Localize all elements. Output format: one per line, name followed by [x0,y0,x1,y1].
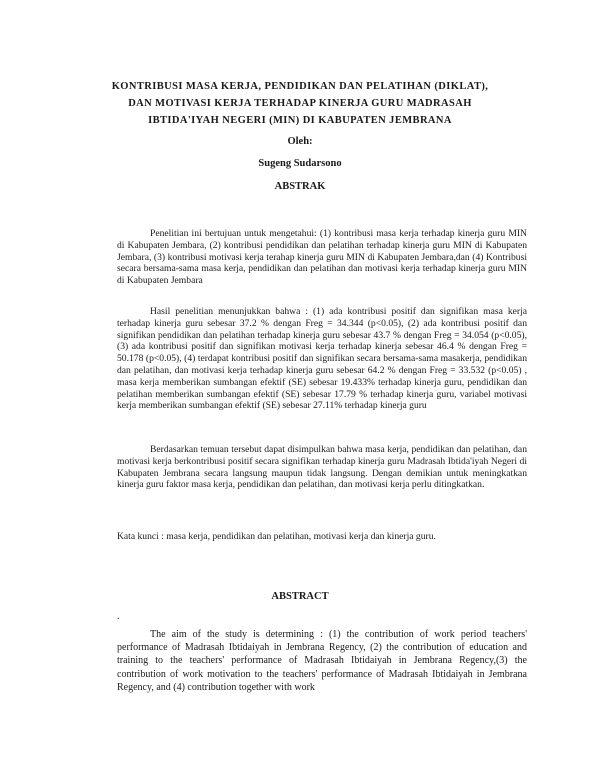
keywords: Kata kunci : masa kerja, pendidikan dan pelatihan, motivasi kerja dan kinerja guru. [117,531,436,542]
paper-title [90,78,510,129]
abstrak-paragraph-1 [117,228,527,287]
abstrak-paragraph-3 [117,444,527,491]
abstrak-paragraph-2 [117,306,527,412]
paragraph-text: The aim of the study is determining : (1) the contribution of work period teachers' performance of Madrasah Ibtidaiyah in Jembrana Regency, (2) the contribution of education and training to the teachers' performance of Madrasah Ibtidaiyah in Jembrana Regency,(3) the contribution of work motivation to the teachers' performance of Madrasah Ibtidaiyah in Jembrana Regency, and (4) contribution together with work [117,629,527,693]
paragraph-text: Hasil penelitian menunjukkan bahwa : (1) ada kontribusi positif dan signifikan masa kerja terhadap kinerja guru sebesar 37.2 % dengan Freg = 34.344 (p<0.05), (2) ada kontribusi positif dan signifikan pendidikan dan pelatihan terhadap kinerja guru sebesar 43.7 % dengan Freg = 34.054 (p<0.05), (3) ada kontribusi positif dan signifikan motivasi kerja terhadap kinerja sebesar 46.4 % dengan Freg = 50.178 (p<0.05), (4) terdapat kontribusi positif dan signifikan secara bersama-sama masakerja, pendidikan dan pelatihan, dan motivasi kerja terhadap kinerja guru sebesar 64.2 % dengan Freg = 33.532 (p<0.05) , masa kerja memberikan sumbangan efektif (SE) sebesar 19.433% terhadap kinerja guru, pendidikan dan pelatihan memberikan sumbangan efektif (SE) sebesar 17.79 % terhadap kinerja guru, variabel motivasi kerja memberikan sumbangan efektif (SE) sebesar 27.11% terhadap kinerja guru [117,306,527,412]
paragraph-text: Berdasarkan temuan tersebut dapat disimpulkan bahwa masa kerja, pendidikan dan pelatihan, dan motivasi kerja berkontribusi positif secara signifikan terhadap kinerja guru Madrasah Ibtida'iyah Negeri di Kabupaten Jembrana secara langsung maupun tidak langsung. Dengan demikian untuk meningkatkan kinerja guru faktor masa kerja, pendidikan dan pelatihan, dan motivasi kerja perlu ditingkatkan. [117,444,527,491]
title-line: DAN MOTIVASI KERJA TERHADAP KINERJA GURU MADRASAH [128,98,472,109]
by-label: Oleh: [287,136,313,147]
paragraph-text: Penelitian ini bertujuan untuk mengetahui: (1) kontribusi masa kerja terhadap kinerja guru MIN di Kabupaten Jembara, (2) kontribusi pendidikan dan pelatihan terhadap kinerja guru MIN di Kabupaten Jembara, (3) kontribusi motivasi kerja terahap kinerja guru MIN di Kabupaten Jembara,dan (4) Kontribusi secara bersama-sama masa kerja, pendidikan dan pelatihan dan motivasi kerja terhadap kinerja guru MIN di Kabupaten Jembara [117,228,527,287]
abstract-heading: ABSTRACT [271,591,329,602]
title-line: IBTIDA'IYAH NEGERI (MIN) DI KABUPATEN JEMBRANA [148,115,452,126]
abstract-paragraph-1 [117,628,527,694]
stray-mark: . [117,611,120,622]
author-name: Sugeng Sudarsono [258,158,342,169]
abstrak-heading: ABSTRAK [274,181,326,192]
title-line: KONTRIBUSI MASA KERJA, PENDIDIKAN DAN PELATIHAN (DIKLAT), [111,81,489,92]
